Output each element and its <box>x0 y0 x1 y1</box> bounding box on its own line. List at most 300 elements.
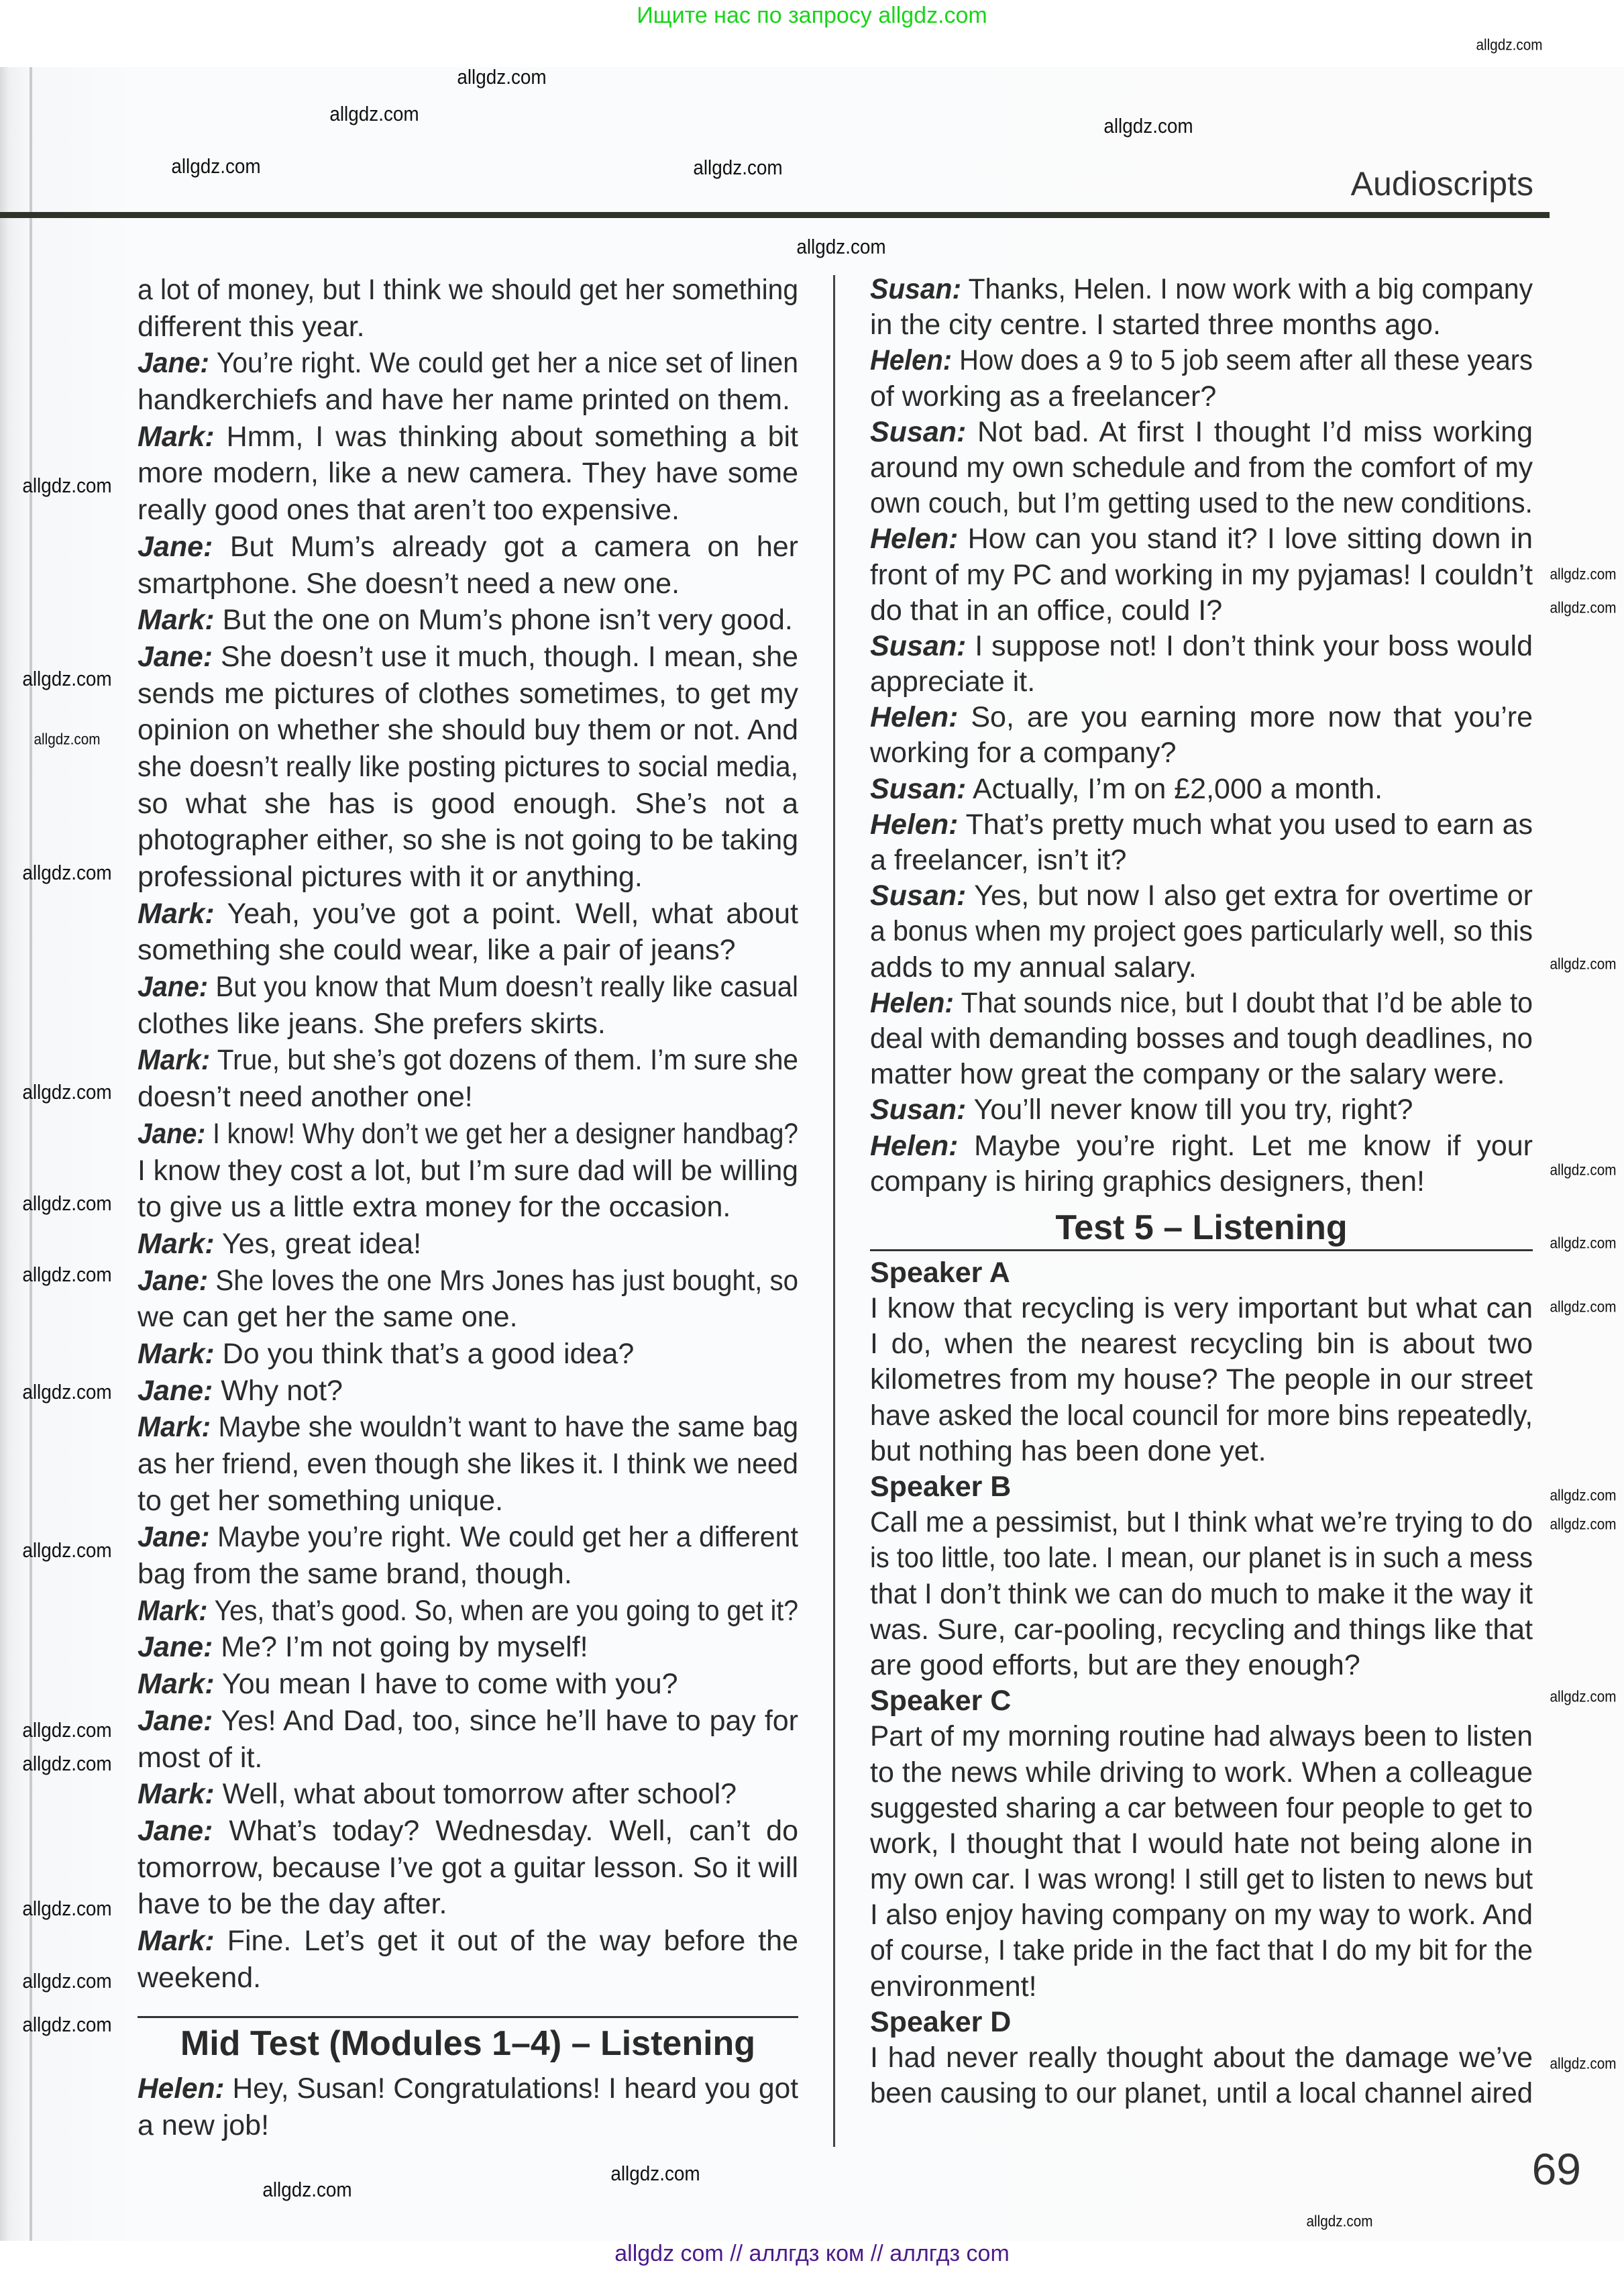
line-text: to the news while driving to work. When a colleague <box>870 1756 1533 1789</box>
text-line <box>870 343 1533 378</box>
line-content <box>138 1301 518 1333</box>
line-text: more modern, like a new camera. They have some <box>138 457 798 490</box>
speaker-name: Susan: <box>870 880 967 912</box>
text-line <box>138 529 798 566</box>
line-text: in the city centre. I started three months ago. <box>870 309 1441 341</box>
line-content <box>870 773 1383 805</box>
line-text: have to be the day after. <box>138 1888 447 1921</box>
line-content <box>138 824 798 856</box>
text-line <box>870 1755 1533 1791</box>
line-content <box>870 1934 1533 1966</box>
speaker-name: Jane: <box>138 971 209 1004</box>
text-line <box>870 415 1533 450</box>
line-text: Actually, I’m on £2,000 a month. <box>972 772 1383 805</box>
line-content <box>870 1970 1037 2003</box>
line-content <box>870 344 1533 376</box>
line-text: of working as a freelancer? <box>870 380 1217 413</box>
line-content <box>138 1155 798 1187</box>
line-content <box>138 971 798 1003</box>
text-line <box>870 1969 1533 2005</box>
speaker-name: Mark: <box>138 1668 215 1701</box>
watermark: allgdz.com <box>1550 1687 1617 1705</box>
speaker-name: Helen: <box>870 986 954 1019</box>
text-line <box>870 807 1533 843</box>
line-text: Why not? <box>221 1374 343 1407</box>
watermark: allgdz.com <box>796 235 886 258</box>
text-line <box>138 896 798 933</box>
line-text: a new job! <box>138 2109 270 2142</box>
text-line <box>138 1960 798 1997</box>
right-column <box>870 272 1533 2111</box>
line-content <box>870 1899 1533 1931</box>
watermark: allgdz.com <box>22 1263 112 1286</box>
line-text: Hmm, I was thinking about something a bit <box>226 420 798 453</box>
line-text: Yes, that’s good. So, when are you going to get it? <box>214 1594 798 1627</box>
line-text: sends me pictures of clothes sometimes, to get my <box>138 677 798 710</box>
text-line <box>870 1719 1533 1754</box>
line-text: clothes like jeans. She prefers skirts. <box>138 1007 606 1040</box>
text-line <box>870 1092 1533 1128</box>
text-line <box>870 950 1533 986</box>
text-line <box>138 1740 798 1777</box>
text-line <box>870 2076 1533 2111</box>
speaker-name: Helen: <box>870 701 959 734</box>
speaker-name: Helen: <box>870 1129 959 1162</box>
section-heading: Mid Test (Modules 1–4) – Listening <box>180 2024 756 2064</box>
line-content <box>138 1375 343 1407</box>
watermark: allgdz.com <box>1550 1486 1617 1504</box>
line-content <box>138 1265 798 1297</box>
line-content <box>138 311 365 343</box>
watermark: allgdz.com <box>22 1718 112 1742</box>
text-line <box>870 629 1533 664</box>
line-content <box>870 808 1533 841</box>
text-line <box>138 1776 798 1813</box>
text-line <box>138 1483 798 1520</box>
speaker-name: Jane: <box>138 1117 206 1150</box>
line-text: to give us a little extra money for the occasion. <box>138 1191 731 1224</box>
line-content <box>870 1094 1413 1126</box>
line-text: a bonus when my project goes particularly well, so this <box>870 915 1533 948</box>
line-text: suggested sharing a car between four people to get to <box>870 1791 1533 1824</box>
line-text: True, but she’s got dozens of them. I’m sure she <box>217 1044 798 1077</box>
line-text: How does a 9 to 5 job seem after all these years <box>959 344 1533 377</box>
text-line <box>870 593 1533 629</box>
line-text: as her friend, even though she likes it. I think we need <box>138 1448 798 1480</box>
speaker-name: Jane: <box>138 530 213 563</box>
text-line <box>870 664 1533 700</box>
line-content <box>870 1328 1533 1360</box>
text-line <box>138 309 798 346</box>
line-text: something she could wear, like a pair of jeans? <box>138 934 736 967</box>
line-content <box>138 1338 634 1370</box>
line-text: really good ones that aren’t too expensive. <box>138 494 680 527</box>
line-text: Hey, Susan! Congratulations! I heard you got <box>232 2072 798 2105</box>
line-text: I know they cost a lot, but I’m sure dad will be willing <box>138 1154 798 1187</box>
line-text: You’ll never know till you try, right? <box>973 1094 1413 1126</box>
text-line <box>870 307 1533 343</box>
line-content <box>870 2077 1533 2109</box>
watermark: allgdz.com <box>610 2162 700 2185</box>
watermark: allgdz.com <box>22 1192 112 1215</box>
line-content <box>138 1815 798 1847</box>
line-text: company is hiring graphics designers, then! <box>870 1165 1425 1198</box>
line-content <box>138 1228 421 1260</box>
line-text: So, are you earning more now that you’re <box>971 701 1533 734</box>
text-line <box>138 602 798 639</box>
line-text: Maybe she wouldn’t want to have the same bag <box>218 1411 798 1444</box>
text-line <box>138 822 798 859</box>
header-rule <box>0 212 1550 218</box>
watermark: allgdz.com <box>1550 1161 1617 1179</box>
text-line <box>138 1446 798 1483</box>
line-text: How can you stand it? I love sitting down in <box>967 523 1533 556</box>
text-line <box>138 1263 798 1300</box>
line-text: But you know that Mum doesn’t really like casual <box>215 971 798 1004</box>
watermark: allgdz.com <box>1550 598 1617 617</box>
watermark: allgdz.com <box>1476 36 1543 54</box>
watermark: allgdz.com <box>1550 2054 1617 2072</box>
line-text: Maybe you’re right. Let me know if your <box>974 1129 1533 1162</box>
column-divider <box>833 275 835 2147</box>
text-line <box>138 566 798 602</box>
line-text: Yeah, you’ve got a point. Well, what about <box>227 897 798 930</box>
line-content <box>870 309 1441 341</box>
line-text: Fine. Let’s get it out of the way before the <box>227 1924 798 1957</box>
line-text: a freelancer, isn’t it? <box>870 844 1127 876</box>
line-content <box>138 568 680 600</box>
text-line <box>138 932 798 969</box>
line-text: have asked the local council for more bins repeatedly, <box>870 1399 1533 1432</box>
line-text: Call me a pessimist, but I think what we’re trying to do <box>870 1506 1533 1539</box>
watermark: allgdz.com <box>22 1538 112 1562</box>
line-text: I suppose not! I don’t think your boss would <box>975 629 1533 662</box>
line-text: matter how great the company or the salary were. <box>870 1058 1505 1091</box>
watermark: allgdz.com <box>22 1380 112 1404</box>
line-text: I know! Why don’t we get her a designer handbag? <box>213 1117 798 1150</box>
text-line <box>870 1826 1533 1862</box>
line-content <box>138 934 736 966</box>
line-text: Maybe you’re right. We could get her a different <box>217 1521 799 1554</box>
text-line <box>870 1540 1533 1576</box>
line-content <box>870 1399 1533 1432</box>
line-text: working for a company? <box>870 737 1177 770</box>
line-content <box>870 880 1533 912</box>
line-content <box>138 1631 588 1663</box>
line-content <box>870 844 1126 876</box>
bottom-banner[interactable]: allgdz com // аллгдз ком // аллгдз com <box>614 2241 1010 2266</box>
line-content <box>870 594 1222 627</box>
line-content <box>138 1888 447 1920</box>
text-line <box>138 1116 798 1153</box>
line-content <box>870 1578 1533 1610</box>
watermark: allgdz.com <box>693 156 783 179</box>
line-text: Yes! And Dad, too, since he’ll have to pay for <box>221 1704 798 1737</box>
speaker-name: Mark: <box>138 420 215 453</box>
speaker-name: Susan: <box>870 1094 967 1126</box>
line-text: bag from the same brand, though. <box>138 1558 572 1591</box>
line-text: She doesn’t use it much, though. I mean, she <box>221 640 798 673</box>
line-text: That’s pretty much what you used to earn as <box>965 808 1533 841</box>
text-line <box>870 772 1533 807</box>
line-text: around my own schedule and from the comfort of my <box>870 451 1533 484</box>
line-content <box>870 1828 1533 1860</box>
line-text: weekend. <box>138 1961 262 1994</box>
watermark: allgdz.com <box>1550 1515 1617 1533</box>
line-content <box>870 737 1177 769</box>
line-text: I also enjoy having company on my way to work. And <box>870 1899 1533 1932</box>
text-line <box>138 419 798 456</box>
text-line <box>138 1923 798 1960</box>
text-line <box>870 1897 1533 1933</box>
line-content <box>138 1705 798 1737</box>
line-text: environment! <box>870 1970 1037 2003</box>
text-line <box>138 1153 798 1190</box>
watermark: allgdz.com <box>1550 955 1617 973</box>
line-text: a lot of money, but I think we should get her something <box>138 274 798 306</box>
line-content <box>138 1852 798 1884</box>
line-content <box>870 1506 1533 1538</box>
line-text: opinion on whether she should buy them or not. And <box>138 714 798 747</box>
line-content <box>870 1022 1533 1055</box>
line-content <box>138 751 798 783</box>
line-content <box>870 666 1035 698</box>
text-line <box>138 712 798 749</box>
text-line <box>138 492 798 529</box>
text-line <box>138 1189 798 1226</box>
line-text: was. Sure, car-pooling, recycling and things like that <box>870 1613 1533 1646</box>
line-text: own couch, but I’m getting used to the new conditions. <box>870 487 1533 520</box>
text-line <box>870 1291 1533 1326</box>
text-line <box>138 345 798 382</box>
speaker-name: Mark: <box>138 1778 215 1811</box>
speaker-name: Jane: <box>138 1521 210 1554</box>
line-content <box>870 1435 1266 1467</box>
speaker-name: Mark: <box>138 1227 215 1260</box>
text-line <box>870 1648 1533 1683</box>
text-line <box>870 914 1533 949</box>
line-text: What’s today? Wednesday. Well, can’t do <box>229 1814 798 1847</box>
text-line <box>870 1612 1533 1648</box>
line-text: work, I thought that I would hate not being alone in <box>870 1827 1533 1860</box>
watermark: allgdz.com <box>22 1969 112 1993</box>
text-line <box>870 1862 1533 1897</box>
watermark: allgdz.com <box>1103 114 1193 138</box>
line-content <box>138 861 643 893</box>
text-line <box>870 700 1533 735</box>
text-line <box>870 1326 1533 1362</box>
text-line <box>138 1299 798 1336</box>
text-line <box>138 1703 798 1740</box>
line-content <box>870 523 1533 555</box>
text-line <box>138 859 798 896</box>
text-line <box>138 1409 798 1446</box>
line-content <box>870 701 1533 733</box>
line-text: adds to my annual salary. <box>870 951 1197 984</box>
line-content <box>138 2109 269 2142</box>
line-content <box>870 559 1533 591</box>
text-line <box>138 1373 798 1410</box>
text-line <box>138 1336 798 1373</box>
text-line <box>138 1519 799 1556</box>
line-text: Part of my morning routine had always been to listen <box>870 1720 1533 1753</box>
line-content <box>870 951 1197 984</box>
speaker-name: Jane: <box>138 640 213 673</box>
speaker-name: Jane: <box>138 1631 213 1664</box>
line-content <box>870 915 1533 947</box>
text-line <box>138 1556 798 1593</box>
line-text: front of my PC and working in my pyjamas! I couldn’t <box>870 558 1533 591</box>
speaker-heading: Speaker C <box>870 1685 1012 1717</box>
section-rule <box>138 2016 798 2018</box>
line-text: smartphone. She doesn’t need a new one. <box>138 567 680 600</box>
line-text: I do, when the nearest recycling bin is about two <box>870 1328 1533 1361</box>
text-line <box>870 735 1533 771</box>
text-line <box>870 1933 1533 1968</box>
speaker-name: Mark: <box>138 1594 208 1627</box>
line-text: Yes, but now I also get extra for overtime or <box>974 880 1533 912</box>
watermark: allgdz.com <box>22 1752 112 1775</box>
speaker-name: Susan: <box>870 772 967 805</box>
speaker-heading: Speaker B <box>870 1471 1012 1503</box>
line-text: But Mum’s already got a camera on her <box>229 530 798 563</box>
line-text: to get her something unique. <box>138 1484 504 1517</box>
watermark: allgdz.com <box>171 154 261 178</box>
text-line <box>870 379 1533 415</box>
line-text: photographer either, so she is not going to be taking <box>138 824 798 857</box>
line-content <box>870 1542 1533 1574</box>
speaker-name: Helen: <box>870 523 959 556</box>
text-line <box>870 272 1533 307</box>
text-line <box>138 1042 798 1079</box>
speaker-name: Mark: <box>138 1337 215 1370</box>
line-content <box>138 1448 798 1480</box>
line-text: been causing to our planet, until a local channel aired <box>870 2077 1533 2110</box>
line-content <box>870 1363 1533 1395</box>
watermark: allgdz.com <box>1306 2212 1373 2230</box>
line-text: I had never really thought about the damage we’ve <box>870 2042 1533 2074</box>
text-line <box>138 1593 798 1630</box>
line-content <box>870 452 1533 484</box>
line-text: You mean I have to come with you? <box>221 1668 678 1701</box>
line-content <box>870 2042 1533 2074</box>
line-text: tomorrow, because I’ve got a guitar lesson. So it will <box>138 1851 798 1884</box>
text-line <box>138 786 798 823</box>
watermark: allgdz.com <box>1550 1234 1617 1252</box>
line-content <box>870 273 1533 305</box>
watermark: allgdz.com <box>22 474 112 497</box>
line-text: You’re right. We could get her a nice set of linen <box>216 347 798 380</box>
text-line <box>870 1128 1533 1164</box>
text-line <box>870 450 1533 486</box>
text-line <box>870 986 1533 1021</box>
speaker-heading: Speaker A <box>870 1256 1010 1289</box>
speaker-name: Susan: <box>870 415 967 448</box>
watermark: allgdz.com <box>262 2178 352 2201</box>
line-content <box>870 1792 1533 1824</box>
line-content <box>870 1720 1533 1752</box>
line-text: But the one on Mum’s phone isn’t very good. <box>222 604 793 637</box>
text-line <box>138 1226 798 1263</box>
watermark: allgdz.com <box>22 1897 112 1920</box>
line-content <box>870 1058 1505 1090</box>
line-content <box>870 1292 1533 1324</box>
line-content <box>138 678 798 710</box>
text-line <box>138 1006 798 1043</box>
line-content <box>138 421 798 453</box>
speaker-name: Mark: <box>138 604 215 637</box>
text-line <box>870 1164 1533 1200</box>
text-line <box>870 1505 1533 1540</box>
line-content <box>138 384 790 416</box>
line-text: Not bad. At first I thought I’d miss working <box>977 415 1533 448</box>
text-line <box>870 558 1533 593</box>
text-line <box>870 2040 1533 2076</box>
text-line <box>870 1057 1533 1092</box>
text-line <box>138 1079 798 1116</box>
line-content <box>870 1130 1533 1162</box>
text-line <box>870 521 1533 557</box>
line-content <box>138 641 798 673</box>
section-title: Audioscripts <box>1350 165 1533 203</box>
text-line <box>138 969 798 1006</box>
text-line <box>870 1362 1533 1397</box>
line-content <box>870 1614 1533 1646</box>
speaker-name: Jane: <box>138 1814 213 1847</box>
speaker-name: Mark: <box>138 1411 211 1444</box>
line-text: Me? I’m not going by myself! <box>221 1631 588 1664</box>
line-content <box>138 1778 737 1810</box>
watermark: allgdz.com <box>457 65 547 89</box>
line-text: Well, what about tomorrow after school? <box>222 1778 737 1811</box>
line-text: most of it. <box>138 1741 263 1774</box>
speaker-name: Susan: <box>870 629 967 662</box>
text-line <box>138 2070 798 2107</box>
line-text: handkerchiefs and have her name printed on them. <box>138 384 790 417</box>
line-content <box>138 1742 262 1774</box>
text-line <box>870 843 1533 878</box>
watermark: allgdz.com <box>22 861 112 884</box>
text-line <box>138 639 797 676</box>
line-content <box>138 604 793 636</box>
line-content <box>870 1649 1360 1681</box>
line-content <box>138 1962 261 1994</box>
line-content <box>138 274 798 306</box>
line-content <box>138 1668 678 1700</box>
line-content <box>138 347 798 379</box>
line-content <box>138 1521 798 1553</box>
line-content <box>138 1008 606 1040</box>
text-line <box>138 1850 797 1887</box>
line-content <box>138 531 798 563</box>
line-text: Thanks, Helen. I now work with a big company <box>968 273 1533 305</box>
line-content <box>138 714 798 746</box>
speaker-name: Helen: <box>870 808 959 841</box>
text-line <box>138 676 798 712</box>
speaker-name: Mark: <box>138 1044 211 1077</box>
page-number: 69 <box>1531 2144 1581 2194</box>
watermark: allgdz.com <box>22 1080 112 1104</box>
speaker-name: Jane: <box>138 347 209 380</box>
line-content <box>138 1044 798 1076</box>
speaker-name: Helen: <box>138 2072 225 2105</box>
top-banner[interactable]: Ищите нас по запросу allgdz.com <box>637 3 987 28</box>
line-text: of course, I take pride in the fact that I do my bit for the <box>870 1934 1533 1967</box>
text-line <box>870 1434 1533 1469</box>
line-text: is too little, too late. I mean, our planet is in such a mess <box>870 1542 1533 1575</box>
line-content <box>138 1118 798 1150</box>
text-line <box>870 1577 1533 1612</box>
